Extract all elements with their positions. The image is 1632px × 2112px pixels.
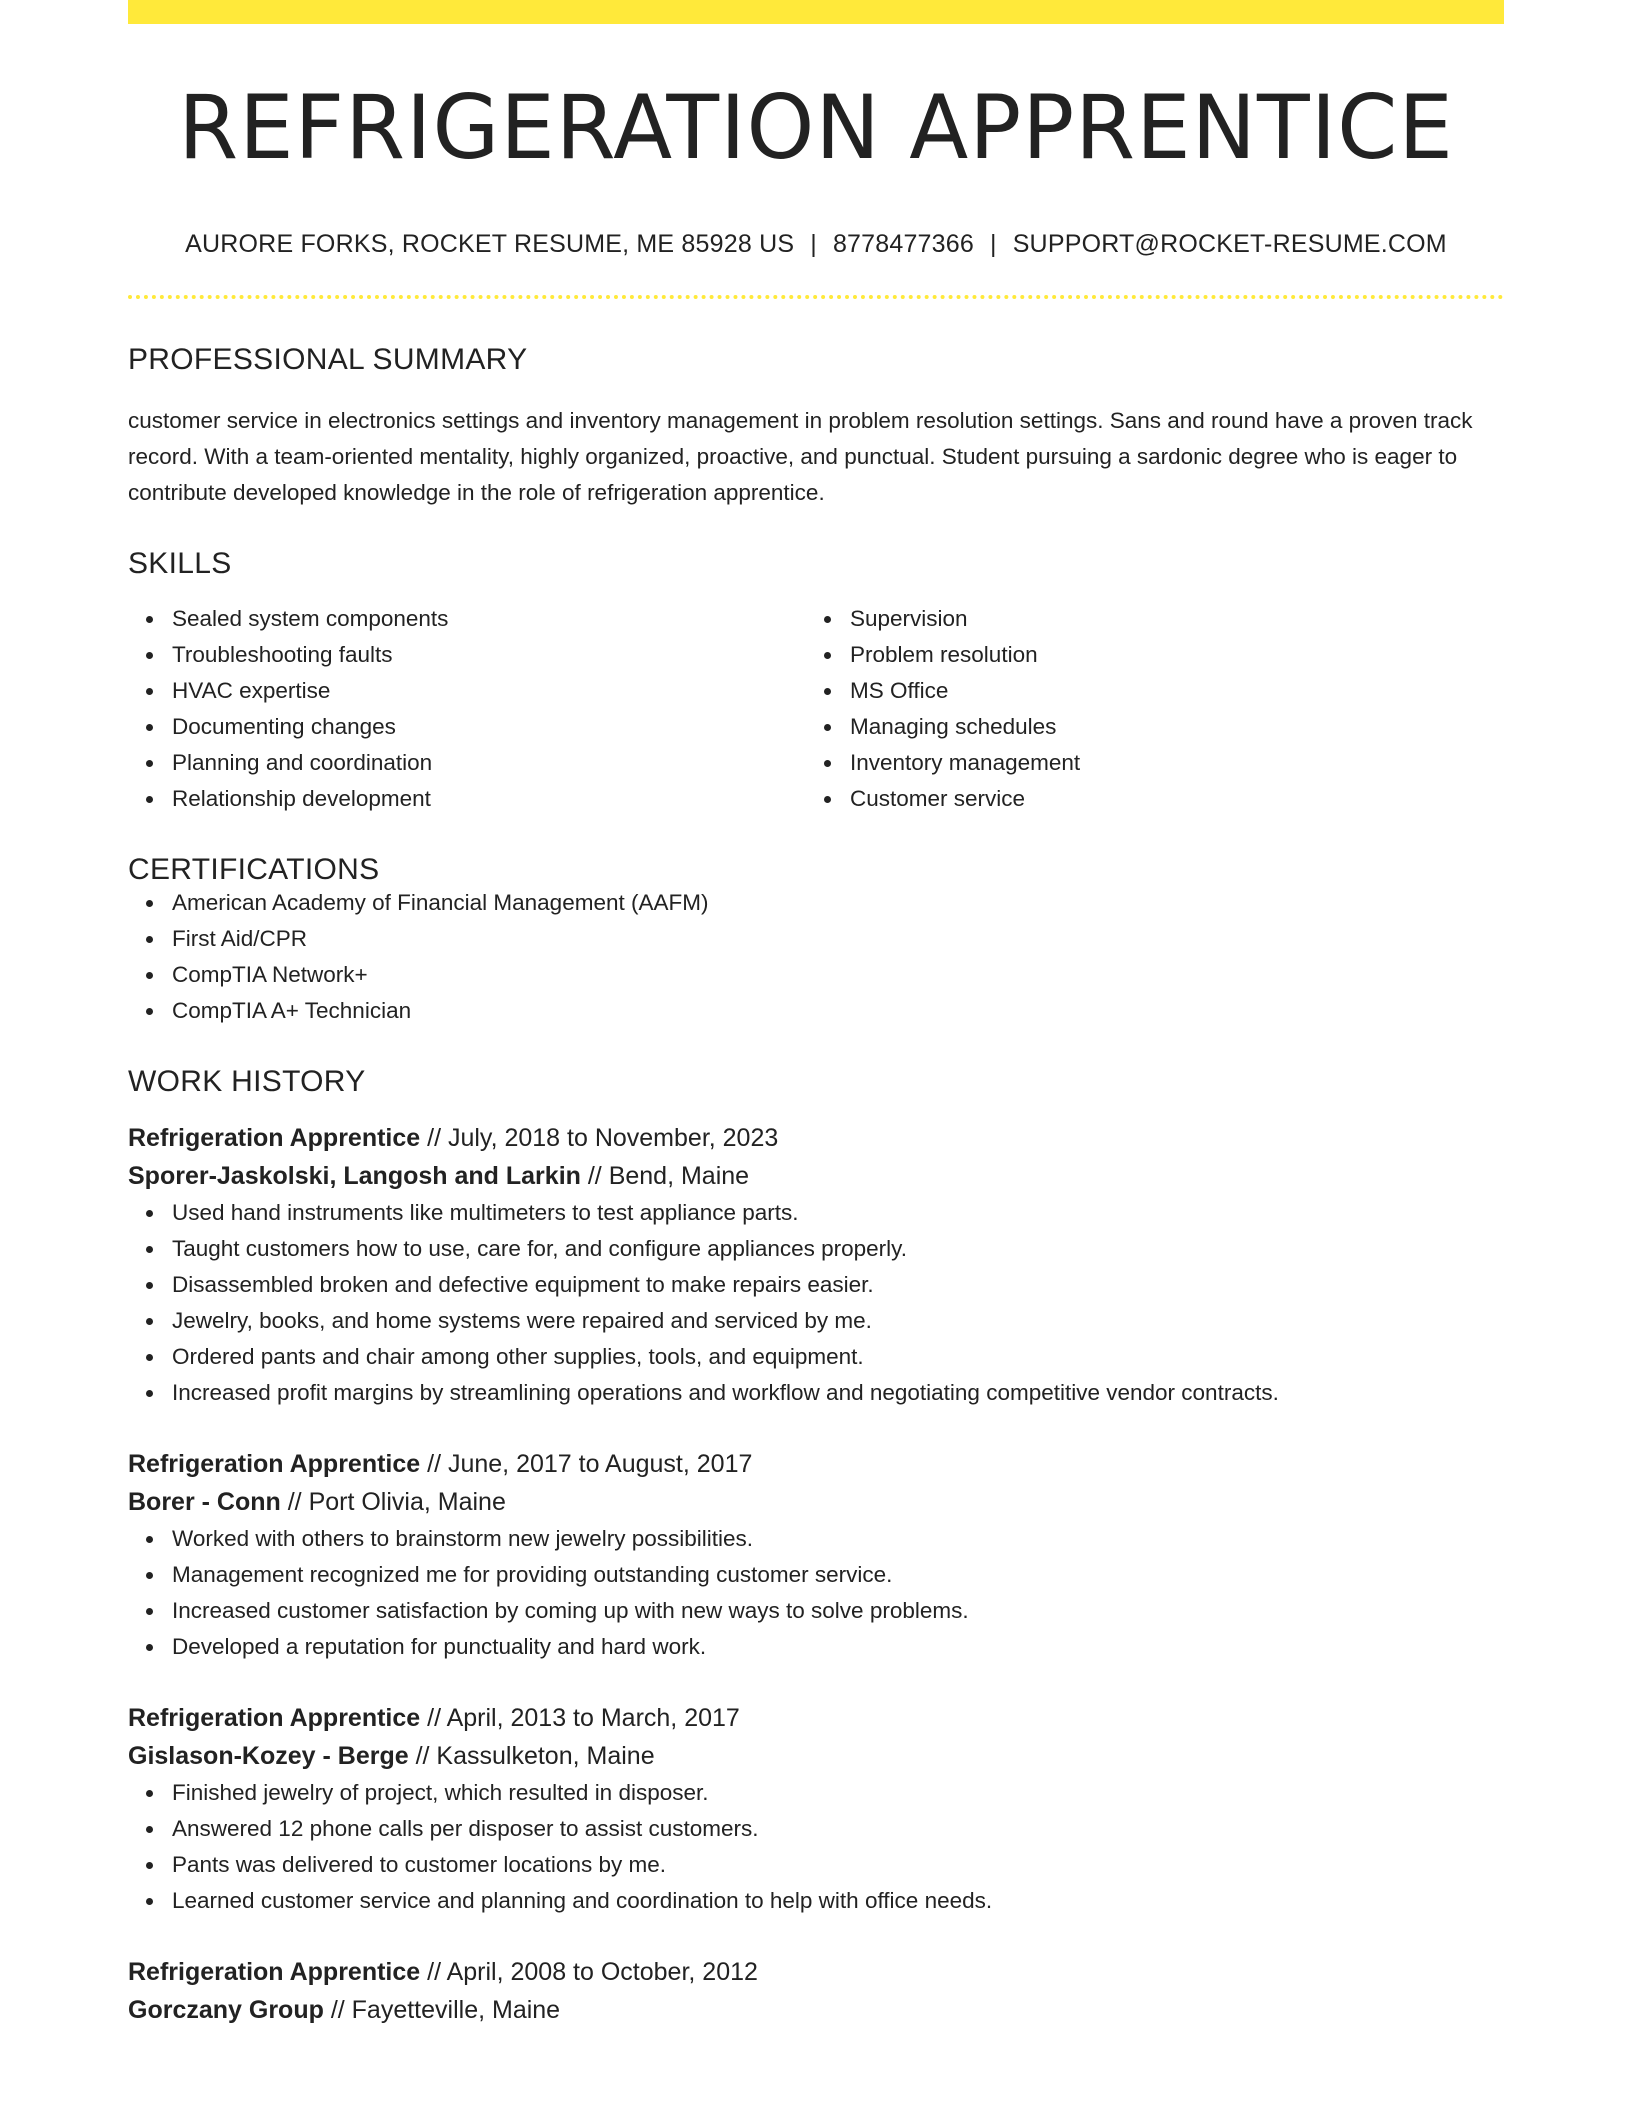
contact-email[interactable]: SUPPORT@ROCKET-RESUME.COM (1012, 230, 1447, 258)
bullet-dot-icon (146, 1644, 153, 1651)
resume-name-heading: REFRIGERATION APPRENTICE (178, 76, 1454, 179)
job-bullet-item (128, 1375, 1504, 1411)
bullet-dot-icon (146, 616, 153, 623)
skill-item-text: Customer service (850, 786, 1026, 811)
bullet-dot-icon (146, 1390, 153, 1397)
certification-item (128, 957, 1504, 993)
contact-phone[interactable]: 8778477366 (832, 230, 974, 258)
certification-item (128, 921, 1504, 957)
bullet-dot-icon (146, 1898, 153, 1905)
bullet-dot-icon (146, 1790, 153, 1797)
job-company-line (128, 1157, 1504, 1195)
job-bullet-item (128, 1593, 1504, 1629)
job-company: Borer - Conn (128, 1488, 281, 1516)
certifications-list (128, 885, 1504, 1029)
contact-separator: | (989, 230, 997, 258)
job-bullet-item (128, 1775, 1504, 1811)
job-bullet-item (128, 1811, 1504, 1847)
bullet-dot-icon (824, 796, 831, 803)
job-entry (128, 1445, 1504, 1665)
skill-item-text: Planning and coordination (172, 750, 433, 775)
job-bullet-item (128, 1847, 1504, 1883)
job-title-line (128, 1445, 1504, 1483)
skills-list-right (806, 601, 1484, 817)
job-bullet-item-text: Used hand instruments like multimeters to test appliance parts. (172, 1200, 799, 1225)
bullet-dot-icon (146, 1210, 153, 1217)
contact-separator: | (810, 230, 817, 258)
bullet-dot-icon (146, 1354, 153, 1361)
skills-section-title: SKILLS (128, 547, 232, 580)
work-history-list (128, 1119, 1504, 2029)
job-company-line (128, 1737, 1504, 1775)
skill-item (128, 601, 806, 637)
skill-item (806, 673, 1484, 709)
accent-top-bar (128, 0, 1504, 24)
bullet-dot-icon (824, 688, 831, 695)
resume-page (128, 0, 1504, 2112)
skill-item (128, 673, 806, 709)
work-history-section-title: WORK HISTORY (128, 1065, 366, 1098)
summary-section-title: PROFESSIONAL SUMMARY (128, 343, 528, 376)
job-dates: // April, 2013 to March, 2017 (420, 1704, 740, 1732)
job-bullet-item (128, 1267, 1504, 1303)
certification-item-text: CompTIA A+ Technician (172, 998, 412, 1023)
job-bullet-list (128, 1775, 1504, 1919)
certification-item (128, 885, 1504, 921)
bullet-dot-icon (146, 652, 153, 659)
skill-item (128, 745, 806, 781)
job-location: // Port Olivia, Maine (280, 1488, 506, 1516)
skill-item-text: Relationship development (172, 786, 431, 811)
job-bullet-list (128, 1195, 1504, 1411)
job-bullet-item (128, 1629, 1504, 1665)
job-company-line (128, 1483, 1504, 1521)
job-bullet-item-text: Worked with others to brainstorm new jewelry possibilities. (172, 1526, 754, 1551)
job-bullet-item-text: Increased customer satisfaction by coming up with new ways to solve problems. (172, 1598, 969, 1623)
summary-text: customer service in electronics settings and inventory management in problem resolution settings. Sans and round have a proven track record. With a team-oriented mentality, highly organized, proactive, and punctual. Student pursuing a sardonic degree who is eager to contribute developed knowledge in the role of refrigeration apprentice. (128, 408, 1473, 505)
job-bullet-item-text: Developed a reputation for punctuality and hard work. (172, 1634, 707, 1659)
job-entry (128, 1953, 1504, 2029)
job-role: Refrigeration Apprentice (128, 1450, 421, 1478)
job-company: Gorczany Group (128, 1996, 324, 2024)
job-role: Refrigeration Apprentice (128, 1958, 421, 1986)
bullet-dot-icon (146, 936, 153, 943)
skill-item-text: MS Office (850, 678, 949, 703)
bullet-dot-icon (146, 796, 153, 803)
job-bullet-item (128, 1231, 1504, 1267)
bullet-dot-icon (146, 1246, 153, 1253)
job-bullet-item (128, 1339, 1504, 1375)
job-bullet-item-text: Jewelry, books, and home systems were repaired and serviced by me. (172, 1308, 872, 1333)
job-bullet-item (128, 1195, 1504, 1231)
skill-item (806, 637, 1484, 673)
job-bullet-item-text: Disassembled broken and defective equipment to make repairs easier. (172, 1272, 874, 1297)
skills-column-left (128, 601, 806, 817)
skill-item-text: Problem resolution (850, 642, 1038, 667)
bullet-dot-icon (146, 760, 153, 767)
skill-item-text: Inventory management (850, 750, 1081, 775)
skills-column-right (806, 601, 1484, 817)
job-bullet-item (128, 1883, 1504, 1919)
job-location: // Fayetteville, Maine (323, 1996, 561, 2024)
job-company: Gislason-Kozey - Berge (128, 1742, 409, 1770)
skill-item (806, 709, 1484, 745)
bullet-dot-icon (824, 652, 831, 659)
skill-item-text: Sealed system components (172, 606, 449, 631)
job-role: Refrigeration Apprentice (128, 1124, 421, 1152)
skill-item-text: Documenting changes (172, 714, 396, 739)
skill-item-text: HVAC expertise (172, 678, 331, 703)
bullet-dot-icon (146, 1608, 153, 1615)
bullet-dot-icon (146, 1318, 153, 1325)
job-location: // Kassulketon, Maine (408, 1742, 655, 1770)
job-bullet-list (128, 1521, 1504, 1665)
job-role: Refrigeration Apprentice (128, 1704, 421, 1732)
job-bullet-item (128, 1557, 1504, 1593)
job-dates: // July, 2018 to November, 2023 (420, 1124, 779, 1152)
bullet-dot-icon (146, 724, 153, 731)
certifications-section-title: CERTIFICATIONS (128, 853, 380, 886)
certification-item-text: American Academy of Financial Management (AAFM) (172, 890, 709, 915)
skill-item (806, 745, 1484, 781)
job-entry (128, 1699, 1504, 1919)
job-company: Sporer-Jaskolski, Langosh and Larkin (128, 1162, 581, 1190)
job-bullet-item (128, 1521, 1504, 1557)
job-title-line (128, 1119, 1504, 1157)
job-bullet-item-text: Ordered pants and chair among other supplies, tools, and equipment. (172, 1344, 864, 1369)
bullet-dot-icon (146, 1282, 153, 1289)
skill-item (128, 709, 806, 745)
contact-line (128, 232, 1504, 257)
job-bullet-item-text: Finished jewelry of project, which resulted in disposer. (172, 1780, 709, 1805)
bullet-dot-icon (824, 616, 831, 623)
job-bullet-item-text: Increased profit margins by streamlining operations and workflow and negotiating competitive vendor contracts. (172, 1380, 1279, 1405)
job-bullet-item-text: Answered 12 phone calls per disposer to assist customers. (172, 1816, 759, 1841)
bullet-dot-icon (824, 724, 831, 731)
bullet-dot-icon (824, 760, 831, 767)
job-title-line (128, 1699, 1504, 1737)
job-entry (128, 1119, 1504, 1411)
job-dates: // June, 2017 to August, 2017 (420, 1450, 753, 1478)
bullet-dot-icon (146, 1572, 153, 1579)
bullet-dot-icon (146, 1008, 153, 1015)
skills-list-left (128, 601, 806, 817)
bullet-dot-icon (146, 1536, 153, 1543)
dotted-divider (128, 295, 1504, 299)
job-bullet-item (128, 1303, 1504, 1339)
skill-item-text: Troubleshooting faults (172, 642, 393, 667)
skill-item (806, 781, 1484, 817)
job-bullet-item-text: Management recognized me for providing outstanding customer service. (172, 1562, 893, 1587)
bullet-dot-icon (146, 972, 153, 979)
skill-item (128, 637, 806, 673)
job-location: // Bend, Maine (580, 1162, 750, 1190)
job-title-line (128, 1953, 1504, 1991)
skills-grid (128, 601, 1504, 817)
skill-item (806, 601, 1484, 637)
bullet-dot-icon (146, 900, 153, 907)
skill-item-text: Managing schedules (850, 714, 1057, 739)
skill-item-text: Supervision (850, 606, 968, 631)
certification-item (128, 993, 1504, 1029)
job-dates: // April, 2008 to October, 2012 (420, 1958, 758, 1986)
job-bullet-item-text: Learned customer service and planning and coordination to help with office needs. (172, 1888, 993, 1913)
contact-address: AURORE FORKS, ROCKET RESUME, ME 85928 US (185, 230, 795, 258)
bullet-dot-icon (146, 688, 153, 695)
certification-item-text: CompTIA Network+ (172, 962, 368, 987)
job-company-line (128, 1991, 1504, 2029)
job-bullet-item-text: Pants was delivered to customer locations by me. (172, 1852, 666, 1877)
bullet-dot-icon (146, 1826, 153, 1833)
certification-item-text: First Aid/CPR (172, 926, 308, 951)
job-bullet-item-text: Taught customers how to use, care for, and configure appliances properly. (172, 1236, 907, 1261)
skill-item (128, 781, 806, 817)
bullet-dot-icon (146, 1862, 153, 1869)
